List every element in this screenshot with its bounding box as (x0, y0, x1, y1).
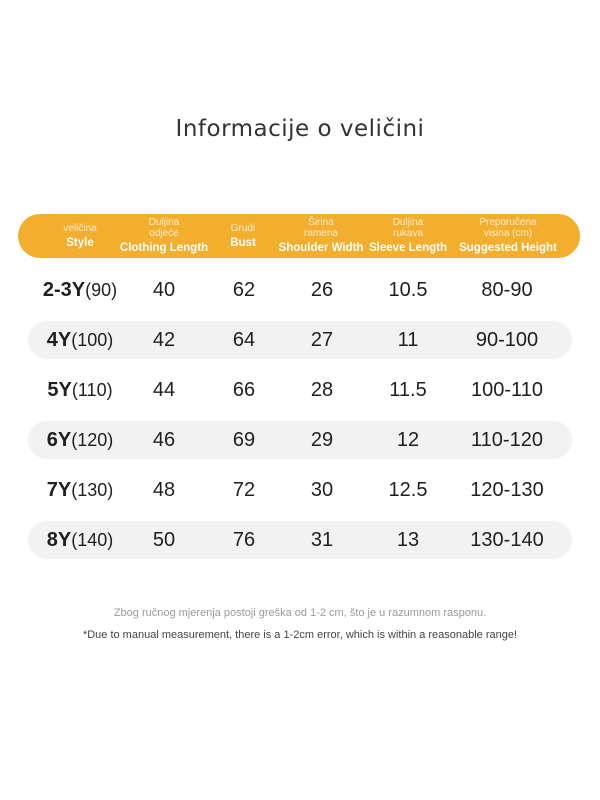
shoulder-width-value: 27 (310, 329, 334, 351)
size-cell (28, 371, 132, 409)
header-suggested-height (456, 214, 560, 258)
size-label: 4Y (46, 329, 72, 351)
header-clothing-length (116, 214, 212, 258)
size-height: (130) (71, 480, 114, 500)
size-height: (100) (71, 330, 114, 350)
size-height: (110) (71, 380, 113, 400)
header-bust-hr: Grudi (230, 222, 256, 234)
size-cell (28, 321, 132, 359)
clothing-length-value: 46 (152, 429, 176, 451)
shoulder-width-value: 26 (310, 279, 334, 301)
header-suggested-height-hr: Preporučena visina (cm) (479, 217, 537, 239)
measurement-note-english: *Due to manual measurement, there is a 1-2cm error, which is within a reasonable range! (82, 629, 518, 641)
size-height: (120) (71, 430, 114, 450)
table-row (28, 471, 572, 509)
table-row (28, 271, 572, 309)
bust-value: 72 (232, 479, 256, 501)
sleeve-length-value: 10.5 (388, 279, 428, 301)
header-bust (210, 214, 276, 258)
size-height: (140) (71, 530, 114, 550)
header-style (40, 214, 120, 258)
bust-value: 69 (232, 429, 256, 451)
clothing-length-value: 48 (152, 479, 176, 501)
size-cell (28, 271, 132, 309)
sleeve-length-value: 11.5 (389, 379, 427, 401)
size-label: 6Y (46, 429, 72, 451)
size-cell (28, 421, 132, 459)
suggested-height-value: 80-90 (481, 279, 533, 301)
table-row (28, 421, 572, 459)
suggested-height-value: 120-130 (470, 479, 544, 501)
shoulder-width-value: 29 (310, 429, 334, 451)
header-shoulder-width (278, 214, 364, 258)
size-label: 8Y (46, 529, 72, 551)
size-height: (90) (85, 280, 118, 300)
page-title: Informacije o veličini (175, 116, 425, 142)
sleeve-length-value: 12.5 (388, 479, 428, 501)
table-row (28, 521, 572, 559)
header-bust-en: Bust (230, 236, 256, 249)
header-clothing-length-hr: Duljina odjeće (148, 217, 180, 239)
suggested-height-value: 100-110 (471, 379, 543, 401)
header-sleeve-length-hr: Duljina rukava (392, 217, 424, 239)
table-row (28, 371, 572, 409)
size-label: 7Y (46, 479, 72, 501)
header-clothing-length-en: Clothing Length (119, 242, 209, 254)
sleeve-length-value: 13 (396, 529, 420, 551)
size-label: 2-3Y (42, 279, 86, 301)
clothing-length-value: 44 (152, 379, 176, 401)
clothing-length-value: 42 (152, 329, 176, 351)
header-sleeve-length-en: Sleeve Length (369, 242, 447, 254)
shoulder-width-value: 28 (310, 379, 334, 401)
table-header (18, 214, 580, 258)
suggested-height-value: 110-120 (471, 429, 543, 451)
header-style-hr: veličina (63, 222, 97, 234)
shoulder-width-value: 31 (310, 529, 334, 551)
header-style-en: Style (66, 236, 94, 249)
suggested-height-value: 90-100 (475, 329, 539, 351)
header-shoulder-width-hr: Širina ramena (304, 217, 338, 239)
bust-value: 66 (232, 379, 256, 401)
size-cell (28, 521, 132, 559)
clothing-length-value: 40 (152, 279, 176, 301)
sleeve-length-value: 11 (397, 329, 419, 351)
size-label: 5Y (47, 379, 72, 401)
measurement-note-croatian: Zbog ručnog mjerenja postoji greška od 1-2 cm, što je u razumnom rasponu. (113, 607, 487, 619)
size-cell (28, 471, 132, 509)
header-shoulder-width-en: Shoulder Width (278, 242, 364, 254)
table-row (28, 321, 572, 359)
bust-value: 76 (232, 529, 256, 551)
suggested-height-value: 130-140 (470, 529, 544, 551)
clothing-length-value: 50 (152, 529, 176, 551)
bust-value: 64 (232, 329, 256, 351)
bust-value: 62 (232, 279, 256, 301)
shoulder-width-value: 30 (310, 479, 334, 501)
header-sleeve-length (366, 214, 450, 258)
header-suggested-height-en: Suggested Height (459, 242, 557, 254)
sleeve-length-value: 12 (396, 429, 420, 451)
